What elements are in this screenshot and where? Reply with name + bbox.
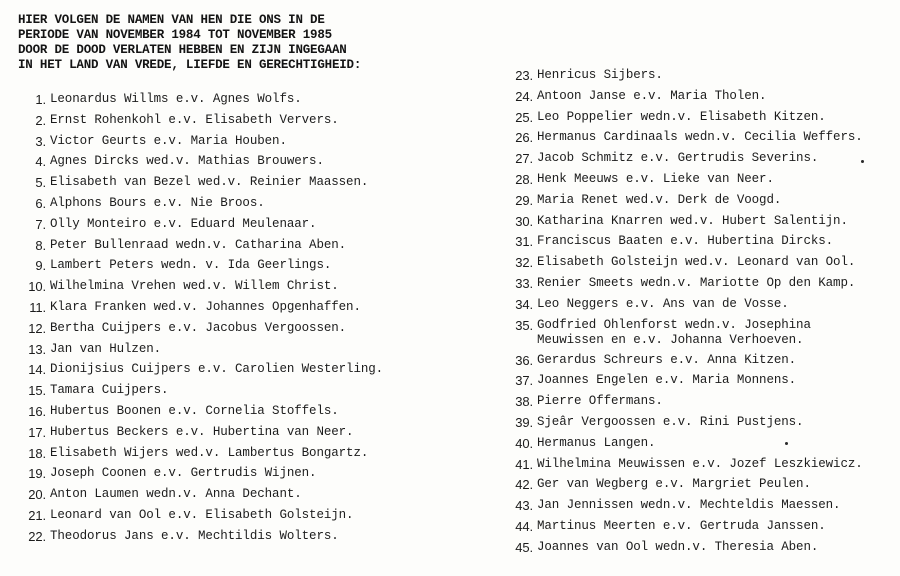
- item-number: 45.: [515, 539, 533, 555]
- list-item: [507, 318, 897, 353]
- list-item: [507, 415, 897, 436]
- item-text: Antoon Janse e.v. Maria Tholen.: [537, 88, 767, 103]
- item-number: 36.: [515, 352, 533, 368]
- document-header: [18, 13, 488, 73]
- list-item: [507, 477, 897, 498]
- item-text: Alphons Bours e.v. Nie Broos.: [50, 195, 265, 210]
- list-item: [22, 342, 492, 363]
- list-item: [507, 234, 897, 255]
- item-text: Hermanus Cardinaals wedn.v. Cecilia Weffers.: [537, 130, 863, 145]
- item-number: 8.: [35, 237, 46, 253]
- list-item: [22, 466, 492, 487]
- item-number: 3.: [35, 133, 46, 149]
- item-number: 12.: [28, 320, 46, 336]
- list-item: [22, 217, 492, 238]
- item-number: 14.: [28, 362, 46, 378]
- list-item: [22, 383, 492, 404]
- item-number: 22.: [28, 528, 46, 544]
- item-text: Jan Jennissen wedn.v. Mechteldis Maessen.: [537, 498, 841, 513]
- item-text: Henk Meeuws e.v. Lieke van Neer.: [537, 171, 774, 186]
- item-number: 2.: [35, 112, 46, 128]
- list-item: [507, 110, 897, 131]
- item-text: Ger van Wegberg e.v. Margriet Peulen.: [537, 477, 811, 492]
- list-item: [22, 300, 492, 321]
- item-text: Elisabeth Golsteijn wed.v. Leonard van Ool.: [537, 255, 856, 270]
- list-item: [22, 134, 492, 155]
- item-text: Joseph Coonen e.v. Gertrudis Wijnen.: [50, 466, 317, 481]
- list-item: [22, 175, 492, 196]
- item-text: Hubertus Beckers e.v. Hubertina van Neer.: [50, 424, 354, 439]
- item-text: Jacob Schmitz e.v. Gertrudis Severins.: [537, 151, 819, 166]
- item-number: 40.: [515, 435, 533, 451]
- list-item: [22, 508, 492, 529]
- item-text: Agnes Dircks wed.v. Mathias Brouwers.: [50, 154, 324, 169]
- item-text: Leo Poppelier wedn.v. Elisabeth Kitzen.: [537, 109, 826, 124]
- item-number: 9.: [35, 258, 46, 274]
- list-item: [507, 276, 897, 297]
- item-text: Elisabeth van Bezel wed.v. Reinier Maassen.: [50, 175, 369, 190]
- list-item: [22, 404, 492, 425]
- item-number: 4.: [35, 154, 46, 170]
- item-text: Sjeâr Vergoossen e.v. Rini Pustjens.: [537, 414, 804, 429]
- item-number: 16.: [28, 403, 46, 419]
- list-item: [507, 130, 897, 151]
- item-text: Henricus Sijbers.: [537, 68, 663, 82]
- item-text: Olly Monteiro e.v. Eduard Meulenaar.: [50, 216, 317, 231]
- list-item: [507, 353, 897, 374]
- item-number: 15.: [28, 383, 46, 399]
- list-item: [507, 68, 897, 89]
- item-number: 44.: [515, 518, 533, 534]
- list-item: [507, 457, 897, 478]
- item-text: Anton Laumen wedn.v. Anna Dechant.: [50, 487, 302, 502]
- item-text: Leonardus Willms e.v. Agnes Wolfs.: [50, 92, 302, 106]
- item-number: 27.: [515, 151, 533, 167]
- item-text-line-2: Meuwissen en e.v. Johanna Verhoeven.: [537, 332, 804, 347]
- item-text: Wilhelmina Meuwissen e.v. Jozef Leszkiewicz.: [537, 456, 863, 471]
- item-number: 5.: [35, 175, 46, 191]
- header-line-3: DOOR DE DOOD VERLATEN HEBBEN EN ZIJN INGEGAAN: [18, 43, 347, 57]
- item-number: 43.: [515, 498, 533, 514]
- item-number: 39.: [515, 414, 533, 430]
- item-text-line-1: Godfried Ohlenforst wedn.v. Josephina: [537, 317, 811, 332]
- list-item: [507, 214, 897, 235]
- item-number: 11.: [29, 299, 46, 315]
- item-number: 35.: [515, 317, 533, 333]
- item-text: [537, 318, 811, 348]
- list-item: [507, 297, 897, 318]
- list-item: [22, 258, 492, 279]
- item-number: 30.: [515, 213, 533, 229]
- item-text: Renier Smeets wedn.v. Mariotte Op den Kamp.: [537, 275, 856, 290]
- item-text: Martinus Meerten e.v. Gertruda Janssen.: [537, 518, 826, 533]
- item-number: 21.: [28, 507, 46, 523]
- list-item: [507, 193, 897, 214]
- item-text: Leonard van Ool e.v. Elisabeth Golsteijn.: [50, 507, 354, 522]
- list-item: [22, 425, 492, 446]
- item-text: Ernst Rohenkohl e.v. Elisabeth Ververs.: [50, 112, 339, 127]
- item-text: Bertha Cuijpers e.v. Jacobus Vergoossen.: [50, 320, 347, 335]
- item-text: Klara Franken wed.v. Johannes Opgenhaffen.: [50, 299, 361, 314]
- item-text: Katharina Knarren wed.v. Hubert Salentijn.: [537, 213, 848, 228]
- item-text: Peter Bullenraad wedn.v. Catharina Aben.: [50, 237, 347, 252]
- item-number: 1.: [35, 92, 46, 107]
- item-number: 18.: [28, 445, 46, 461]
- list-item: [22, 196, 492, 217]
- header-line-1: HIER VOLGEN DE NAMEN VAN HEN DIE ONS IN DE: [18, 13, 325, 27]
- right-name-list: [507, 68, 897, 561]
- item-text: Maria Renet wed.v. Derk de Voogd.: [537, 192, 782, 207]
- item-text: Hermanus Langen.: [537, 435, 656, 450]
- item-text: Gerardus Schreurs e.v. Anna Kitzen.: [537, 352, 797, 367]
- item-number: 37.: [515, 373, 533, 389]
- list-item: [22, 279, 492, 300]
- list-item: [22, 321, 492, 342]
- item-number: 19.: [28, 466, 46, 482]
- item-text: Theodorus Jans e.v. Mechtildis Wolters.: [50, 528, 339, 543]
- item-text: Pierre Offermans.: [537, 394, 663, 409]
- item-text: Jan van Hulzen.: [50, 341, 162, 356]
- list-item: [507, 498, 897, 519]
- list-item: [507, 394, 897, 415]
- ink-speck: [785, 442, 788, 445]
- item-text: Joannes van Ool wedn.v. Theresia Aben.: [537, 539, 819, 554]
- item-text: Tamara Cuijpers.: [50, 383, 169, 398]
- item-text: Joannes Engelen e.v. Maria Monnens.: [537, 373, 797, 388]
- list-item: [22, 92, 492, 113]
- item-number: 31.: [515, 234, 533, 250]
- list-item: [507, 540, 897, 561]
- list-item: [507, 172, 897, 193]
- item-number: 34.: [515, 296, 533, 312]
- item-text: Victor Geurts e.v. Maria Houben.: [50, 133, 287, 148]
- item-number: 17.: [28, 424, 46, 440]
- item-number: 20.: [28, 487, 46, 503]
- item-number: 42.: [515, 477, 533, 493]
- list-item: [22, 238, 492, 259]
- item-number: 32.: [515, 255, 533, 271]
- item-number: 26.: [515, 130, 533, 146]
- ink-speck: [861, 160, 864, 163]
- item-number: 25.: [515, 109, 533, 125]
- list-item: [507, 519, 897, 540]
- item-number: 33.: [515, 275, 533, 291]
- list-item: [22, 154, 492, 175]
- header-line-2: PERIODE VAN NOVEMBER 1984 TOT NOVEMBER 1985: [18, 28, 332, 42]
- list-item: [22, 113, 492, 134]
- item-number: 41.: [515, 456, 533, 472]
- item-number: 29.: [515, 192, 533, 208]
- list-item: [22, 362, 492, 383]
- item-text: Hubertus Boonen e.v. Cornelia Stoffels.: [50, 403, 339, 418]
- item-text: Leo Neggers e.v. Ans van de Vosse.: [537, 296, 789, 311]
- item-number: 10.: [28, 279, 46, 295]
- item-text: Lambert Peters wedn. v. Ida Geerlings.: [50, 258, 332, 273]
- item-text: Dionijsius Cuijpers e.v. Carolien Westerling.: [50, 362, 384, 377]
- list-item: [507, 436, 897, 457]
- item-text: Wilhelmina Vrehen wed.v. Willem Christ.: [50, 279, 339, 294]
- list-item: [22, 529, 492, 550]
- item-number: 7.: [35, 216, 46, 232]
- item-text: Elisabeth Wijers wed.v. Lambertus Bongartz.: [50, 445, 369, 460]
- list-item: [507, 373, 897, 394]
- header-line-4: IN HET LAND VAN VREDE, LIEFDE EN GERECHTIGHEID:: [18, 58, 362, 72]
- item-number: 28.: [515, 171, 533, 187]
- item-number: 24.: [515, 88, 533, 104]
- item-number: 13.: [28, 341, 46, 357]
- list-item: [507, 255, 897, 276]
- list-item: [22, 487, 492, 508]
- item-text: Franciscus Baaten e.v. Hubertina Dircks.: [537, 234, 834, 249]
- item-number: 6.: [35, 195, 46, 211]
- list-item: [507, 151, 897, 172]
- left-name-list: [22, 92, 492, 550]
- list-item: [22, 446, 492, 467]
- item-number: 23.: [515, 68, 533, 83]
- item-number: 38.: [515, 394, 533, 410]
- list-item: [507, 89, 897, 110]
